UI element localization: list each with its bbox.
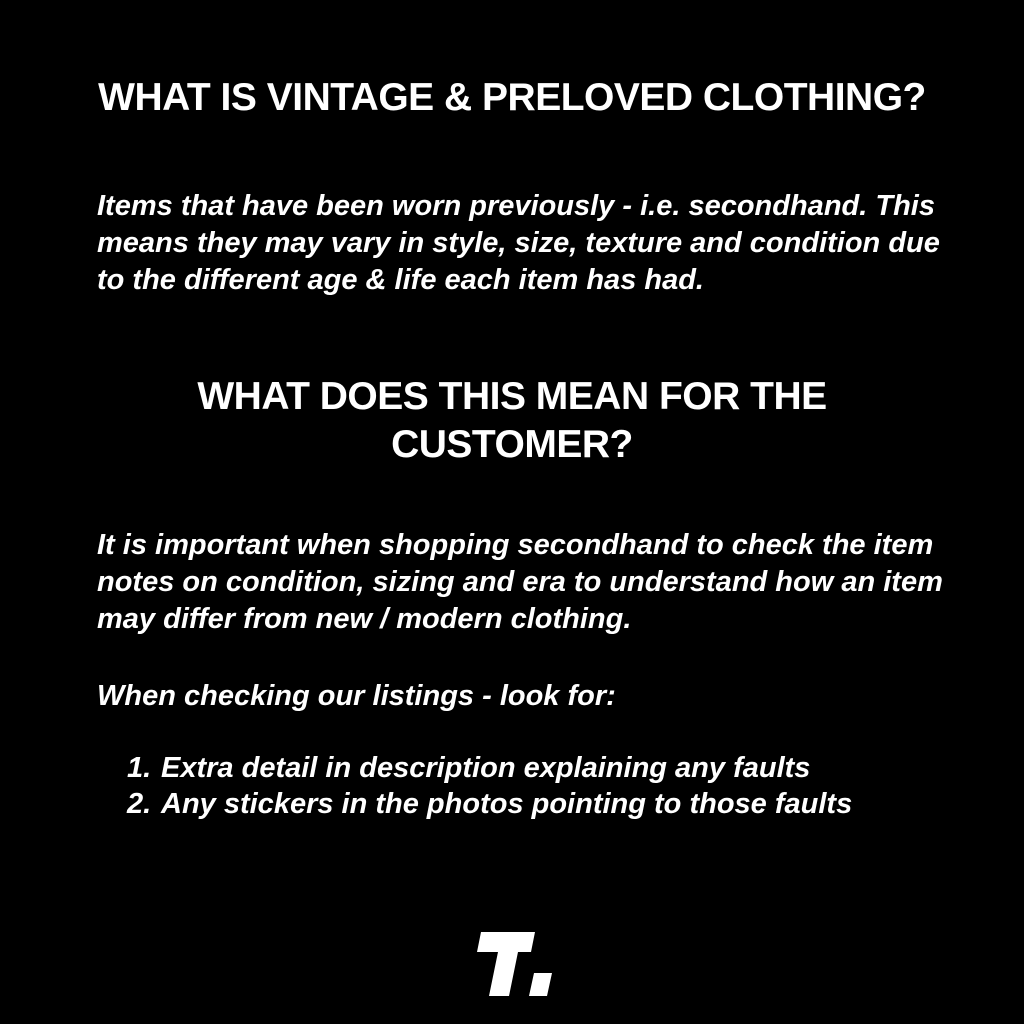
- customer-heading: [0, 373, 1024, 469]
- list-item-number: 2.: [127, 788, 152, 820]
- list-item-number: 1.: [127, 752, 152, 784]
- intro-paragraph: [97, 188, 940, 299]
- customer-heading-line: WHAT DOES THIS MEAN FOR THE: [197, 375, 827, 418]
- brand-logo-t-icon: [472, 929, 554, 999]
- intro-paragraph-line: means they may vary in style, size, texture and condition due: [97, 227, 940, 259]
- customer-paragraph-line: may differ from new / modern clothing.: [97, 603, 632, 635]
- main-heading: WHAT IS VINTAGE & PRELOVED CLOTHING?: [98, 76, 926, 119]
- list-item: [127, 786, 852, 822]
- customer-heading-line: CUSTOMER?: [391, 423, 633, 466]
- list-item-text: Any stickers in the photos pointing to those faults: [161, 788, 853, 820]
- list-item: [127, 750, 852, 786]
- customer-paragraph-line: It is important when shopping secondhand to check the item: [97, 529, 934, 561]
- listings-intro-line: When checking our listings - look for:: [97, 680, 616, 712]
- customer-paragraph: [97, 527, 943, 638]
- fault-checklist: [127, 750, 852, 822]
- customer-paragraph-line: notes on condition, sizing and era to understand how an item: [97, 566, 943, 598]
- intro-paragraph-line: Items that have been worn previously - i.e. secondhand. This: [97, 190, 935, 222]
- intro-paragraph-line: to the different age & life each item has had.: [97, 264, 704, 296]
- list-item-text: Extra detail in description explaining any faults: [161, 752, 811, 784]
